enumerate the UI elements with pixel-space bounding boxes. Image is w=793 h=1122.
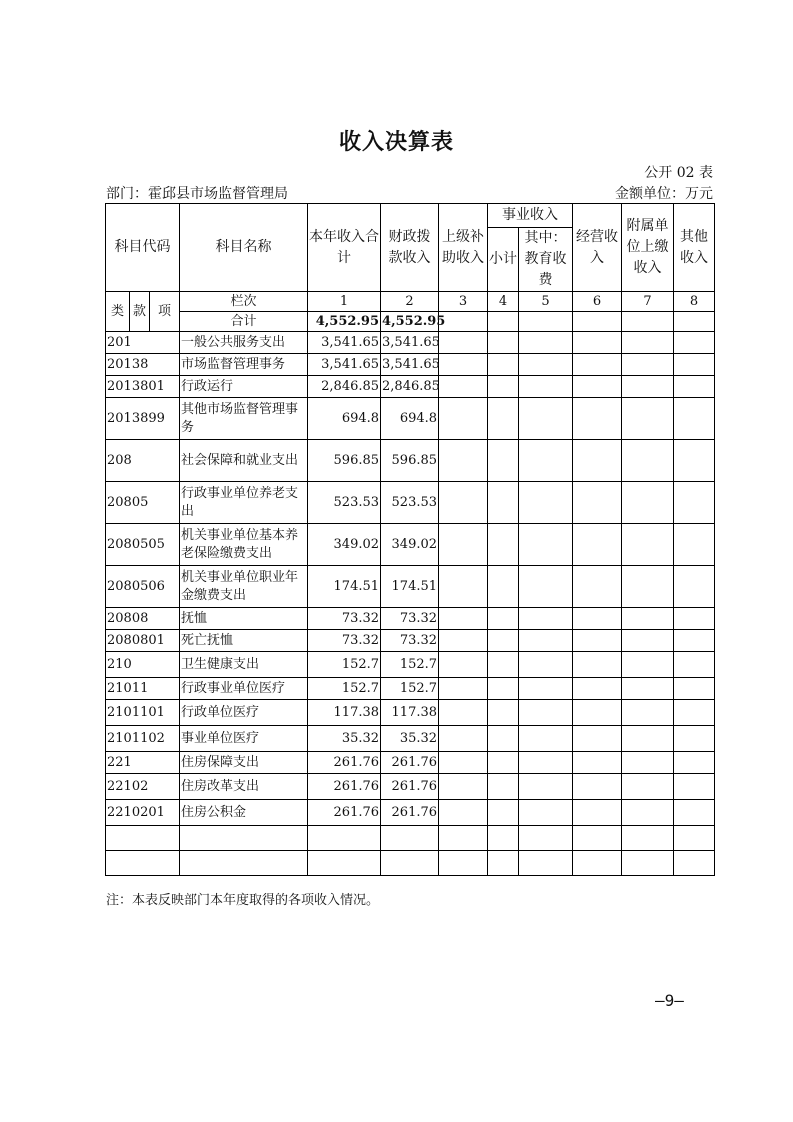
empty-cell — [674, 726, 715, 752]
empty-cell — [488, 354, 519, 376]
empty-cell — [674, 630, 715, 652]
empty-cell — [488, 726, 519, 752]
empty-cell — [573, 630, 622, 652]
total-income-value: 694.8 — [308, 398, 381, 440]
subject-code: 21011 — [106, 678, 180, 700]
empty-cell — [439, 566, 488, 608]
empty-cell — [622, 398, 674, 440]
empty-cell — [488, 678, 519, 700]
table-row — [106, 678, 715, 700]
data-rows — [106, 332, 715, 826]
header-affiliated-income: 附属单位上缴收入 — [622, 204, 674, 292]
empty-cell — [573, 332, 622, 354]
table-row — [106, 652, 715, 678]
header-row-1 — [106, 204, 715, 228]
table-row — [106, 700, 715, 726]
subject-code: 2013899 — [106, 398, 180, 440]
empty-cell — [622, 566, 674, 608]
empty-cell — [519, 630, 573, 652]
fiscal-income-value: 694.8 — [381, 398, 439, 440]
empty-cell — [439, 678, 488, 700]
amount-unit-label: 金额单位：万元 — [615, 186, 713, 202]
table-row — [106, 800, 715, 826]
empty-cell — [439, 774, 488, 800]
subject-code: 20138 — [106, 354, 180, 376]
subject-name: 卫生健康支出 — [180, 652, 308, 678]
header-other-income: 其他收入 — [674, 204, 715, 292]
empty-cell — [573, 482, 622, 524]
empty-cell — [674, 332, 715, 354]
empty-cell — [622, 752, 674, 774]
total-income-value: 2,846.85 — [308, 376, 381, 398]
column-number: 1 — [308, 292, 381, 312]
empty-cell — [622, 332, 674, 354]
subject-name: 死亡抚恤 — [180, 630, 308, 652]
empty-cell — [488, 482, 519, 524]
table-row — [106, 524, 715, 566]
fiscal-income-value: 117.38 — [381, 700, 439, 726]
subject-code: 2101102 — [106, 726, 180, 752]
empty-cell — [488, 332, 519, 354]
table-row — [106, 726, 715, 752]
total-income-value: 261.76 — [308, 752, 381, 774]
total-income-value: 73.32 — [308, 608, 381, 630]
header-fiscal-income: 财政拨款收入 — [381, 204, 439, 292]
fiscal-income-value: 174.51 — [381, 566, 439, 608]
column-number: 2 — [381, 292, 439, 312]
column-number: 6 — [573, 292, 622, 312]
column-number: 8 — [674, 292, 715, 312]
subject-name: 行政事业单位医疗 — [180, 678, 308, 700]
empty-cell — [674, 752, 715, 774]
empty-cell — [674, 700, 715, 726]
total-income-value: 152.7 — [308, 678, 381, 700]
empty-row — [106, 851, 715, 876]
table-row — [106, 752, 715, 774]
table-row — [106, 354, 715, 376]
fiscal-income-value: 3,541.65 — [381, 332, 439, 354]
subject-name: 其他市场监督管理事务 — [180, 398, 308, 440]
empty-cell — [519, 354, 573, 376]
subject-name: 住房保障支出 — [180, 752, 308, 774]
fiscal-income-value: 152.7 — [381, 678, 439, 700]
subject-name: 机关事业单位职业年金缴费支出 — [180, 566, 308, 608]
empty-cell — [439, 630, 488, 652]
fiscal-income-value: 3,541.65 — [381, 354, 439, 376]
total-income-value: 261.76 — [308, 800, 381, 826]
empty-cell — [573, 608, 622, 630]
empty-cell — [519, 726, 573, 752]
total-income-value: 3,541.65 — [308, 332, 381, 354]
empty-cell — [439, 608, 488, 630]
empty-cell — [573, 376, 622, 398]
empty-cell — [488, 752, 519, 774]
empty-cell — [573, 678, 622, 700]
empty-cell — [488, 524, 519, 566]
empty-cell — [439, 524, 488, 566]
header-subject-code: 科目代码 — [106, 204, 180, 292]
empty-cell — [488, 800, 519, 826]
subject-code: 20805 — [106, 482, 180, 524]
table-row — [106, 440, 715, 482]
total-income-value: 35.32 — [308, 726, 381, 752]
empty-cell — [674, 608, 715, 630]
empty-cell — [439, 482, 488, 524]
total-income-value: 523.53 — [308, 482, 381, 524]
footnote: 注：本表反映部门本年度取得的各项收入情况。 — [106, 893, 380, 908]
page-title: 收入决算表 — [338, 130, 454, 155]
empty-cell — [488, 376, 519, 398]
table-row — [106, 482, 715, 524]
empty-cell — [439, 726, 488, 752]
empty-cell — [519, 608, 573, 630]
subject-name: 行政事业单位养老支出 — [180, 482, 308, 524]
empty-cell — [439, 652, 488, 678]
total-income-value: 4,552.95 — [308, 312, 381, 332]
table-row — [106, 608, 715, 630]
empty-cell — [488, 774, 519, 800]
subject-code: 210 — [106, 652, 180, 678]
empty-cell — [439, 376, 488, 398]
subject-code: 221 — [106, 752, 180, 774]
empty-cell — [622, 608, 674, 630]
fiscal-income-value: 73.32 — [381, 630, 439, 652]
empty-cell — [439, 440, 488, 482]
fiscal-income-value: 35.32 — [381, 726, 439, 752]
empty-cell — [519, 482, 573, 524]
empty-cell — [439, 700, 488, 726]
subject-name: 机关事业单位基本养老保险缴费支出 — [180, 524, 308, 566]
empty-cell — [573, 726, 622, 752]
empty-cell — [519, 398, 573, 440]
subject-name: 住房公积金 — [180, 800, 308, 826]
table-row — [106, 332, 715, 354]
subject-name: 事业单位医疗 — [180, 726, 308, 752]
empty-cell — [519, 752, 573, 774]
empty-cell — [439, 354, 488, 376]
empty-cell — [674, 398, 715, 440]
empty-cell — [573, 440, 622, 482]
empty-cell — [439, 332, 488, 354]
empty-cell — [519, 774, 573, 800]
total-income-value: 152.7 — [308, 652, 381, 678]
total-income-value: 3,541.65 — [308, 354, 381, 376]
header-xiang: 项 — [150, 292, 180, 332]
subject-code: 201 — [106, 332, 180, 354]
empty-cell — [439, 800, 488, 826]
empty-cell — [573, 566, 622, 608]
subject-code: 2080801 — [106, 630, 180, 652]
empty-cell — [488, 398, 519, 440]
header-superior-subsidy: 上级补助收入 — [439, 204, 488, 292]
empty-cell — [622, 774, 674, 800]
header-kuan: 款 — [130, 292, 150, 332]
subject-name: 行政运行 — [180, 376, 308, 398]
empty-cell — [519, 524, 573, 566]
empty-cell — [519, 652, 573, 678]
column-number: 4 — [488, 292, 519, 312]
fiscal-income-value: 261.76 — [381, 800, 439, 826]
subject-code: 2210201 — [106, 800, 180, 826]
empty-cell — [622, 678, 674, 700]
table-row — [106, 630, 715, 652]
header-operating-income: 经营收入 — [573, 204, 622, 292]
empty-cell — [519, 376, 573, 398]
subject-name: 一般公共服务支出 — [180, 332, 308, 354]
empty-row — [106, 826, 715, 851]
table-row — [106, 566, 715, 608]
fiscal-income-value: 596.85 — [381, 440, 439, 482]
total-label: 合计 — [180, 312, 308, 332]
empty-cell — [674, 440, 715, 482]
empty-cell — [519, 678, 573, 700]
column-number-row — [106, 292, 715, 312]
empty-cell — [488, 630, 519, 652]
empty-cell — [573, 354, 622, 376]
subject-name: 行政单位医疗 — [180, 700, 308, 726]
fiscal-income-value: 261.76 — [381, 774, 439, 800]
empty-cell — [674, 566, 715, 608]
subject-code: 2013801 — [106, 376, 180, 398]
total-income-value: 73.32 — [308, 630, 381, 652]
empty-cell — [573, 398, 622, 440]
column-number: 5 — [519, 292, 573, 312]
subject-code: 20808 — [106, 608, 180, 630]
fiscal-income-value: 261.76 — [381, 752, 439, 774]
table-row — [106, 774, 715, 800]
empty-cell — [519, 332, 573, 354]
subject-name: 抚恤 — [180, 608, 308, 630]
empty-cell — [488, 652, 519, 678]
table-row — [106, 398, 715, 440]
column-number: 7 — [622, 292, 674, 312]
subject-code: 208 — [106, 440, 180, 482]
empty-cell — [519, 566, 573, 608]
fiscal-income-value: 2,846.85 — [381, 376, 439, 398]
subject-name: 社会保障和就业支出 — [180, 440, 308, 482]
empty-cell — [439, 398, 488, 440]
empty-cell — [674, 354, 715, 376]
subject-code: 22102 — [106, 774, 180, 800]
empty-cell — [488, 566, 519, 608]
empty-cell — [573, 700, 622, 726]
total-income-value: 174.51 — [308, 566, 381, 608]
total-income-value: 596.85 — [308, 440, 381, 482]
subject-code: 2080505 — [106, 524, 180, 566]
table-row — [106, 376, 715, 398]
column-label: 栏次 — [180, 292, 308, 312]
empty-cell — [622, 652, 674, 678]
form-number: 公开 02 表 — [644, 165, 713, 181]
total-fiscal-value: 4,552.95 — [381, 312, 439, 332]
subject-code: 2101101 — [106, 700, 180, 726]
empty-cell — [674, 774, 715, 800]
header-subject-name: 科目名称 — [180, 204, 308, 292]
empty-cell — [573, 752, 622, 774]
fiscal-income-value: 523.53 — [381, 482, 439, 524]
empty-cell — [622, 630, 674, 652]
empty-cell — [622, 700, 674, 726]
empty-cell — [674, 376, 715, 398]
page-number: —9— — [655, 991, 684, 1010]
income-final-accounts-table — [105, 203, 715, 876]
header-education-fee: 其中：教育收费 — [519, 228, 573, 292]
fiscal-income-value: 152.7 — [381, 652, 439, 678]
empty-cell — [519, 440, 573, 482]
empty-cell — [674, 482, 715, 524]
empty-cell — [622, 800, 674, 826]
empty-cell — [439, 752, 488, 774]
empty-cell — [573, 652, 622, 678]
empty-cell — [488, 440, 519, 482]
department-label: 部门：霍邱县市场监督管理局 — [106, 186, 288, 202]
header-public-service-income: 事业收入 — [488, 204, 573, 228]
header-subtotal: 小计 — [488, 228, 519, 292]
subject-name: 市场监督管理事务 — [180, 354, 308, 376]
empty-cell — [622, 482, 674, 524]
empty-cell — [674, 800, 715, 826]
empty-cell — [622, 726, 674, 752]
empty-cell — [622, 524, 674, 566]
empty-cell — [674, 652, 715, 678]
header-total-income: 本年收入合计 — [308, 204, 381, 292]
header-lei: 类 — [106, 292, 130, 332]
empty-cell — [674, 524, 715, 566]
empty-cell — [519, 700, 573, 726]
empty-cell — [488, 608, 519, 630]
empty-cell — [622, 354, 674, 376]
empty-cell — [573, 524, 622, 566]
empty-cell — [674, 678, 715, 700]
total-income-value: 349.02 — [308, 524, 381, 566]
fiscal-income-value: 73.32 — [381, 608, 439, 630]
total-income-value: 117.38 — [308, 700, 381, 726]
empty-cell — [622, 376, 674, 398]
empty-cell — [573, 774, 622, 800]
empty-cell — [488, 700, 519, 726]
total-income-value: 261.76 — [308, 774, 381, 800]
column-number: 3 — [439, 292, 488, 312]
total-row — [106, 312, 715, 332]
subject-code: 2080506 — [106, 566, 180, 608]
subject-name: 住房改革支出 — [180, 774, 308, 800]
empty-cell — [573, 800, 622, 826]
empty-cell — [519, 800, 573, 826]
empty-cell — [622, 440, 674, 482]
fiscal-income-value: 349.02 — [381, 524, 439, 566]
